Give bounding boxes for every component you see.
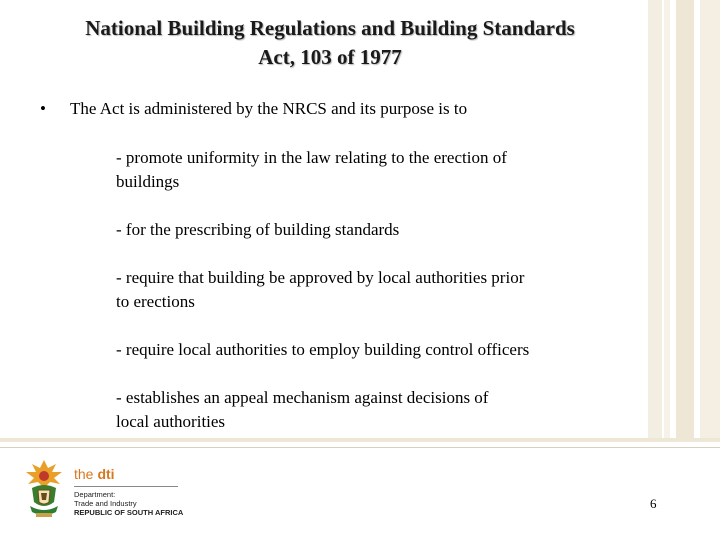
brand-the: the: [74, 466, 94, 482]
decorative-stripe: [664, 0, 670, 440]
page-number: 6: [650, 496, 657, 511]
brand-department: Department: Trade and Industry REPUBLIC OF SOUTH AFRICA: [74, 490, 184, 517]
list-item: - establishes an appeal mechanism against decisions of local authorities: [116, 388, 489, 431]
purpose-list: [116, 146, 636, 458]
brand-rule: [74, 486, 178, 487]
coat-of-arms-icon: [24, 458, 64, 520]
list-item: - require that building be approved by local authorities prior to erections: [116, 268, 525, 311]
list-item: - require local authorities to employ building control officers: [116, 340, 530, 359]
list-item: - promote uniformity in the law relating to the erection of buildings: [116, 148, 507, 191]
decorative-stripe: [676, 0, 694, 440]
bullet-dot-icon: •: [40, 99, 46, 118]
decorative-stripe: [700, 0, 720, 440]
title-line-2: Act, 103 of 1977: [258, 45, 402, 69]
list-item: - for the prescribing of building standards: [116, 220, 400, 239]
decorative-stripe: [648, 0, 662, 440]
main-bullet: [40, 98, 467, 120]
title-line-1: National Building Regulations and Building Standards: [85, 16, 575, 40]
dti-brand: [74, 466, 184, 517]
slide-title: [30, 14, 630, 72]
brand-dti: dti: [97, 466, 115, 482]
bullet-text: The Act is administered by the NRCS and its purpose is to: [70, 99, 468, 118]
